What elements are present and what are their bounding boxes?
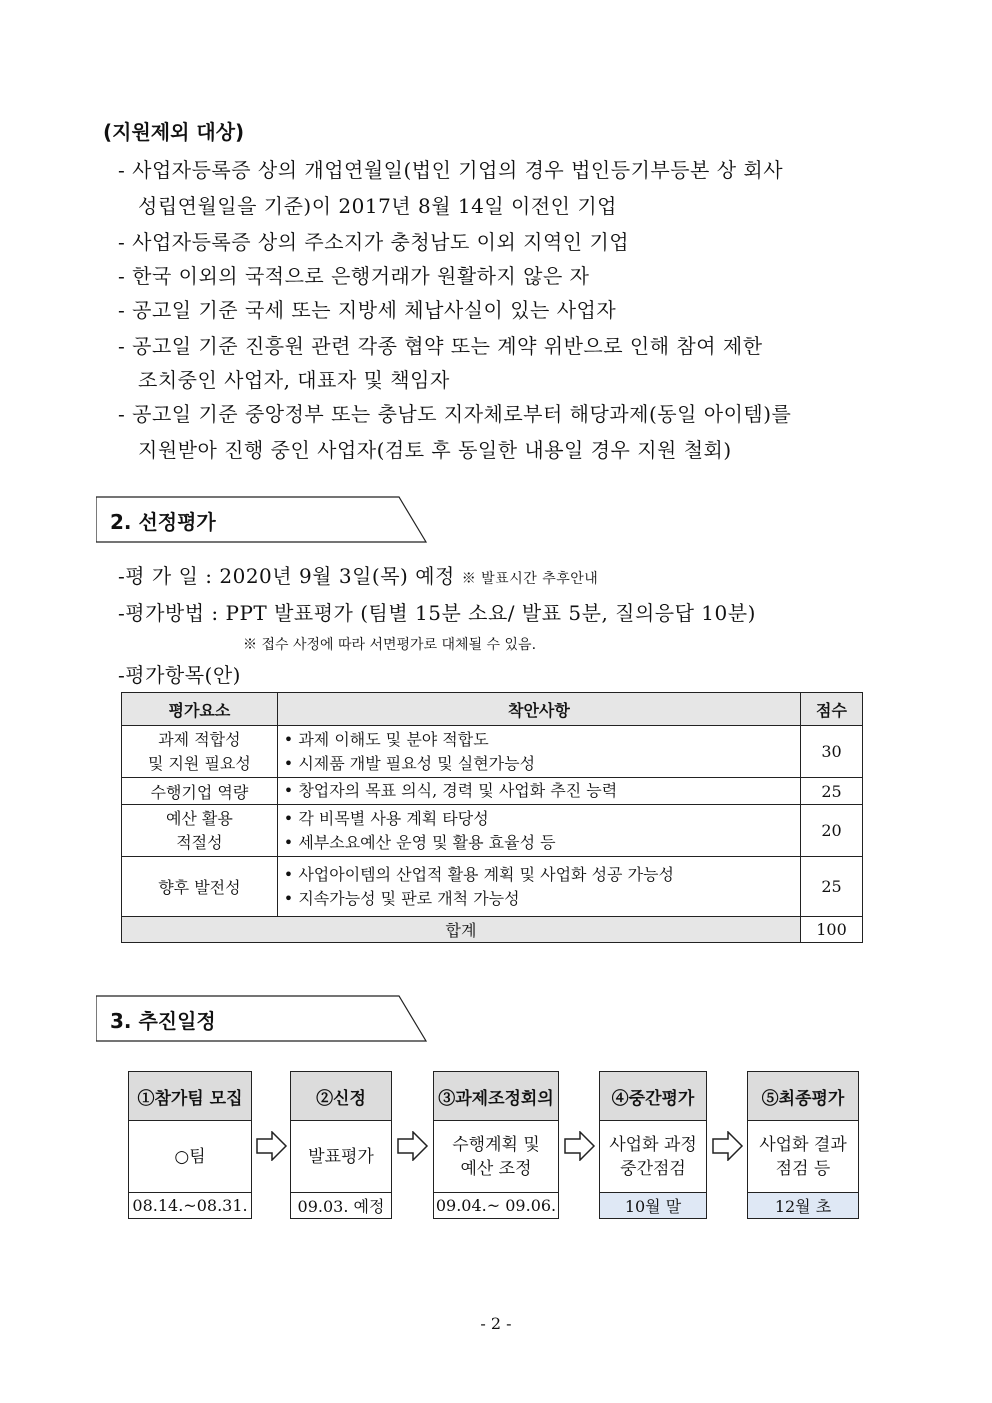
step-period: 09.04.~ 09.06.	[433, 1193, 559, 1219]
step-title: ⑤최종평가	[747, 1071, 859, 1121]
exclusion-item-5	[118, 330, 763, 359]
step-body	[599, 1121, 707, 1193]
exclusion-item-4-text: 공고일 기준 국세 또는 지방세 체납사실이 있는 사업자	[132, 298, 617, 322]
step-body-line: 점검 등	[775, 1158, 831, 1179]
evaluation-date	[118, 560, 598, 589]
step-body	[290, 1121, 392, 1193]
step-title: ①참가팀 모집	[128, 1071, 252, 1121]
evaluation-date-note: ※ 발표시간 추후안내	[461, 571, 599, 587]
step-period: 12월 초	[747, 1193, 859, 1219]
eval-points	[277, 857, 800, 917]
table-header-row	[122, 693, 863, 726]
evaluation-method-note: ※ 접수 사정에 따라 서면평가로 대체될 수 있음.	[243, 637, 537, 653]
step-period: 09.03. 예정	[290, 1193, 392, 1219]
table-row	[122, 857, 863, 917]
eval-point: • 각 비목별 사용 계획 타당성	[283, 808, 489, 828]
eval-point: • 창업자의 목표 의식, 경력 및 사업화 추진 능력	[277, 778, 800, 805]
eval-point: • 지속가능성 및 판로 개척 가능성	[283, 888, 520, 908]
eval-points	[277, 726, 800, 778]
total-label: 합계	[122, 917, 801, 943]
eval-points	[277, 805, 800, 857]
eval-element-line: 과제 적합성	[158, 729, 241, 749]
eval-element	[122, 805, 278, 857]
eval-element-line: 예산 활용	[165, 808, 233, 828]
total-score: 100	[801, 917, 863, 943]
step-body-line: ○팀	[174, 1146, 206, 1167]
exclusion-item-6-line-2: 지원받아 진행 중인 사업자(검토 후 동일한 내용일 경우 지원 철회)	[138, 438, 732, 462]
eval-element: 향후 발전성	[122, 857, 278, 917]
table-header: 평가요소	[122, 693, 278, 726]
evaluation-date-text: -평 가 일 : 2020년 9월 3일(목) 예정	[118, 564, 455, 588]
step-title: ③과제조정회의	[433, 1071, 559, 1121]
page-number: - 2 -	[480, 1314, 512, 1333]
exclusion-item-2-text: 사업자등록증 상의 주소지가 충청남도 이외 지역인 기업	[132, 230, 630, 254]
exclusion-item-6-line-1: 공고일 기준 중앙정부 또는 충남도 지자체로부터 해당과제(동일 아이템)를	[132, 402, 792, 426]
exclusion-item-3	[118, 260, 590, 289]
eval-point: • 시제품 개발 필요성 및 실현가능성	[283, 753, 536, 773]
eval-score: 25	[801, 778, 863, 805]
exclusion-item-5-line-1: 공고일 기준 진흥원 관련 각종 협약 또는 계약 위반으로 인해 참여 제한	[132, 334, 763, 358]
section-2-header	[96, 496, 426, 542]
exclusion-item-5-line-2: 조치중인 사업자, 대표자 및 책임자	[138, 368, 450, 392]
right-arrow-icon	[564, 1131, 596, 1161]
exclusion-heading: (지원제외 대상)	[103, 120, 245, 144]
table-header: 점수	[801, 693, 863, 726]
eval-element	[122, 726, 278, 778]
exclusion-item-2	[118, 226, 629, 255]
bullet-dash: -	[118, 230, 126, 254]
table-row	[122, 778, 863, 805]
section-3-title: 3. 추진일정	[110, 1009, 216, 1033]
step-body-line: 발표평가	[308, 1146, 374, 1167]
step-body-line: 사업화 과정	[609, 1134, 697, 1155]
bullet-dash: -	[118, 264, 126, 288]
step-body	[128, 1121, 252, 1193]
exclusion-item-3-text: 한국 이외의 국적으로 은행거래가 원활하지 않은 자	[132, 264, 590, 288]
right-arrow-icon	[397, 1131, 429, 1161]
step-body	[433, 1121, 559, 1193]
eval-element: 수행기업 역량	[122, 778, 278, 805]
exclusion-item-6	[118, 398, 791, 427]
table-total-row	[122, 917, 863, 943]
table-row	[122, 805, 863, 857]
table-header: 착안사항	[277, 693, 800, 726]
table-row	[122, 726, 863, 778]
exclusion-item-4	[118, 294, 616, 323]
section-2-title: 2. 선정평가	[110, 510, 216, 534]
step-body-line: 중간점검	[620, 1158, 686, 1179]
step-title: ④중간평가	[599, 1071, 707, 1121]
step-period: 10월 말	[599, 1193, 707, 1219]
bullet-dash: -	[118, 298, 126, 322]
step-body	[747, 1121, 859, 1193]
exclusion-item-1-line-1: 사업자등록증 상의 개업연월일(법인 기업의 경우 법인등기부등본 상 회사	[132, 158, 784, 182]
eval-point: • 세부소요예산 운영 및 활용 효율성 등	[283, 832, 556, 852]
evaluation-items-label: -평가항목(안)	[118, 663, 241, 687]
bullet-dash: -	[118, 334, 126, 358]
eval-element-line: 및 지원 필요성	[147, 753, 251, 773]
eval-score: 30	[801, 726, 863, 778]
step-period: 08.14.~08.31.	[128, 1193, 252, 1219]
eval-point: • 과제 이해도 및 분야 적합도	[283, 729, 489, 749]
evaluation-method: -평가방법 : PPT 발표평가 (팀별 15분 소요/ 발표 5분, 질의응답 10분)	[118, 601, 756, 625]
exclusion-item-1-line-2: 성립연월일을 기준)이 2017년 8월 14일 이전인 기업	[138, 194, 617, 218]
step-body-line: 사업화 결과	[759, 1134, 847, 1155]
step-title: ②신정	[290, 1071, 392, 1121]
right-arrow-icon	[712, 1131, 744, 1161]
section-3-header	[96, 995, 426, 1041]
eval-element-line: 적절성	[176, 832, 223, 852]
right-arrow-icon	[256, 1131, 288, 1161]
evaluation-table	[121, 692, 863, 943]
exclusion-item-1	[118, 154, 783, 183]
eval-point: • 사업아이템의 산업적 활용 계획 및 사업화 성공 가능성	[283, 864, 674, 884]
bullet-dash: -	[118, 158, 126, 182]
eval-score: 20	[801, 805, 863, 857]
step-body-line: 예산 조정	[460, 1158, 532, 1179]
eval-score: 25	[801, 857, 863, 917]
step-body-line: 수행계획 및	[452, 1134, 540, 1155]
bullet-dash: -	[118, 402, 126, 426]
